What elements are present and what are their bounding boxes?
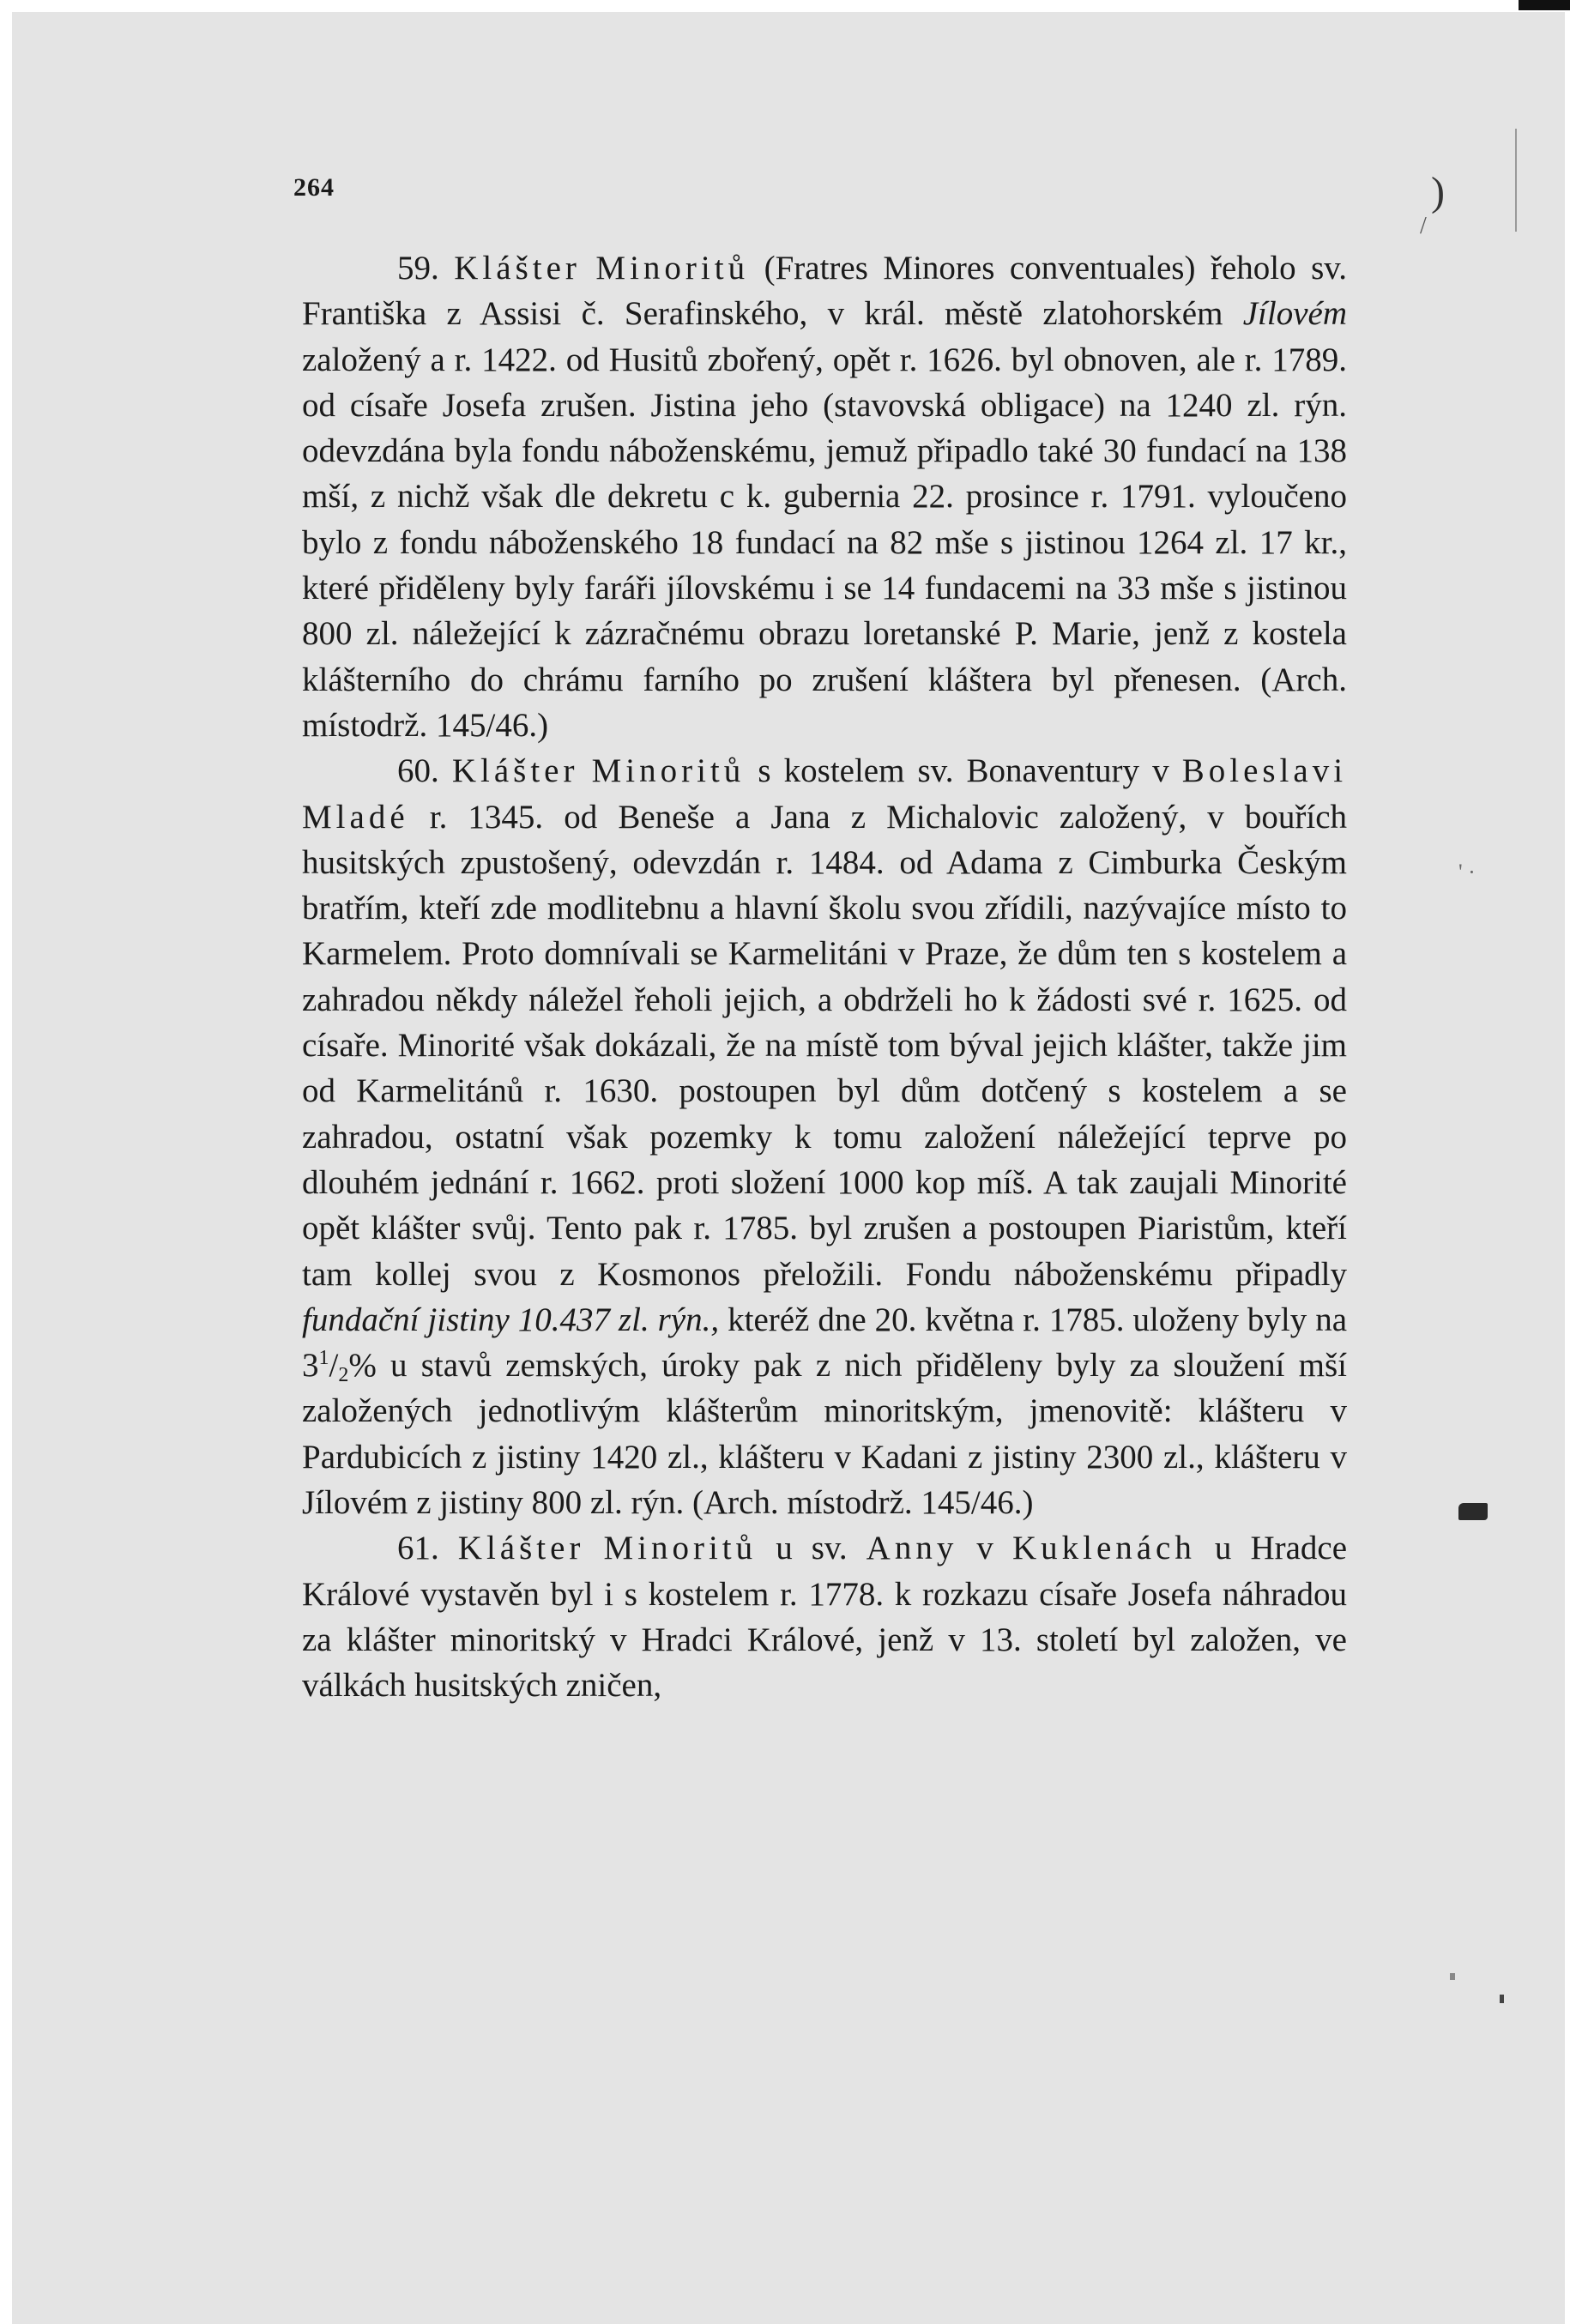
entry-number: 60. xyxy=(397,752,439,790)
margin-line xyxy=(1515,129,1517,232)
entry-heading: Klášter xyxy=(451,752,579,790)
paragraph-text: založený a r. 1422. od Husitů zbořený, opět r. 1626. byl obnoven, ale r. 1789. od císaře Josefa zrušen. Jistina jeho (stavovská obligace) na 1240 zl. rýn. odevzdána byla fondu náboženskému, jemuž připadlo také 30 fundací na 138 mší, z nichž však dle dekretu c k. gubernia 22. prosince r. 1791. vyloučeno bylo z fondu náboženského 18 fundací na 82 mše s jistinou 1264 zl. 17 kr., které přiděleny byly faráři jílovskému i se 14 fundacemi na 33 mše s jistinou 800 zl. náležející k zázračnému obrazu loretanské P. Marie, jenž z kostela klášterního do chrámu farního po zrušení kláštera byl přenesen. (Arch. místodrž. 145/46.) xyxy=(302,341,1347,744)
place-name: Jílovém xyxy=(1242,295,1348,333)
margin-tick xyxy=(1500,1995,1504,2003)
place-name: Kuklenách xyxy=(1011,1530,1196,1567)
paragraph-text: kteréž dne 20. května r. 1785. uloženy byly na 3 xyxy=(302,1301,1348,1385)
margin-smudge xyxy=(1458,1503,1488,1520)
entry-number: 59. xyxy=(397,250,439,287)
scan-bar xyxy=(1519,0,1570,10)
entry-heading: Klášter xyxy=(454,250,581,287)
paragraph-text: r. 1345. od Beneše a Jana z Michalovic založený, v bouřích husitských zpustošený, odevzdán r. 1484. od Adama z Cimburka Českým bratřím, kteří zde modlitebnu a hlavní školu svou zřídili, nazývajíce místo to Karmelem. Proto domnívali se Karmelitáni v Praze, že dům ten s kostelem a zahradou někdy náležel řeholi jejich, a obdrželi ho k žádosti své r. 1625. od císaře. Minorité však dokázali, že na místě tom býval jejich klášter, takže jim od Karmelitánů r. 1630. postoupen byl dům dotčený s kostelem a se zahradou, ostatní však pozemky k tomu založení náležející teprve po dlouhém jednání r. 1662. proti složení 1000 kop míš. A tak zaujali Minorité opět klášter svůj. Tento pak r. 1785. byl zrušen a postoupen Piaristům, kteří tam kollej svou z Kosmonos přeložili. Fondu náboženskému připadly xyxy=(302,798,1348,1293)
entry-heading: Minoritů xyxy=(595,250,750,287)
paragraph-text: s kostelem sv. Bonaventury v xyxy=(758,752,1169,790)
paragraph-59 xyxy=(302,245,1347,748)
paragraph-text: u stavů zemských, úroky pak z nich přiděleny byly za sloužení mší založených jednotlivým klášterům minoritským, jmenovitě: klášteru v Pardubicích z jistiny 1420 zl., klášteru v Kadani z jistiny 2300 zl., klášteru v Jílovém z jistiny 800 zl. rýn. (Arch. místodrž. 145/46.) xyxy=(302,1347,1347,1522)
entry-heading: Minoritů xyxy=(603,1530,758,1567)
paragraph-61 xyxy=(302,1525,1347,1708)
italic-phrase: fundační jistiny 10.437 zl. rýn., xyxy=(302,1301,720,1338)
entry-number: 61. xyxy=(397,1530,439,1567)
margin-speck xyxy=(1450,1973,1455,1980)
fraction-numerator: 1 xyxy=(318,1347,329,1370)
scan-edge-top xyxy=(0,0,1570,12)
body-text xyxy=(302,245,1347,1709)
place-name: Boleslavi Mladé xyxy=(302,752,1348,836)
paragraph-text: u sv. xyxy=(776,1530,848,1567)
margin-mark-paren: ) xyxy=(1431,169,1445,214)
scan-edge-left xyxy=(0,0,12,2324)
saint-name: Anny xyxy=(866,1530,958,1567)
paragraph-text: v xyxy=(976,1530,993,1567)
percent-sign: % xyxy=(348,1347,377,1385)
margin-mark-dots: ' · xyxy=(1458,860,1476,884)
margin-mark-dash: / xyxy=(1420,213,1427,239)
paragraph-text: u Hradce Králové vystavěn byl i s kostelem r. 1778. k rozkazu císaře Josefa náhradou za klášter minoritský v Hradci Králové, jenž v 13. století byl založen, ve válkách husitských zničen, xyxy=(302,1530,1348,1705)
page-number: 264 xyxy=(293,173,335,202)
paragraph-text: (Fratres Minores conventuales) řeholo sv. Františka z Assisi č. Serafinského, v král. městě zlatohorském xyxy=(302,250,1348,333)
entry-heading: Klášter xyxy=(457,1530,585,1567)
fraction-denominator: 2 xyxy=(338,1364,349,1387)
paragraph-60: 60. Klášter Minoritů s kostelem sv. Bonaventury v Boleslavi Mladé r. 1345. od Beneše a Jana z Michalovic založený, v bouřích husitských zpustošený, odevzdán r. 1484. od Adama z Cimburka Českým bratřím, kteří zde modlitebnu a hlavní školu svou zřídili, nazývajíce místo to Karmelem. Proto domnívali se Karmelitáni v Praze, že dům ten s kostelem a zahradou někdy náležel řeholi jejich, a obdrželi ho k žádosti své r. 1625. od císaře. Minorité však dokázali, že na místě tom býval jejich klášter, takže jim od Karmelitánů r. 1630. postoupen byl dům dotčený s kostelem a se zahradou, ostatní však pozemky k tomu založení náležející teprve po dlouhém jednání r. 1662. proti složení 1000 kop míš. A tak zaujali Minorité opět klášter svůj. Tento pak r. 1785. byl zrušen a postoupen Piaristům, kteří tam kollej svou z Kosmonos přeložili. Fondu náboženskému připadly fundační jistiny 10.437 zl. rýn., kteréž dne 20. května r. 1785. uloženy byly na $3^1/_2\%$ u stavů zemských, úroky pak z nich přiděleny byly za sloužení mší založených jednotlivým klášterům minoritským, jmenovitě: klášteru v Pardubicích z jistiny 1420 zl., klášteru v Kadani z jistiny 2300 zl., klášteru v Jílovém z jistiny 800 zl. rýn. (Arch. místodrž. 145/46.) xyxy=(302,752,1348,1522)
entry-heading: Minoritů xyxy=(591,752,746,790)
